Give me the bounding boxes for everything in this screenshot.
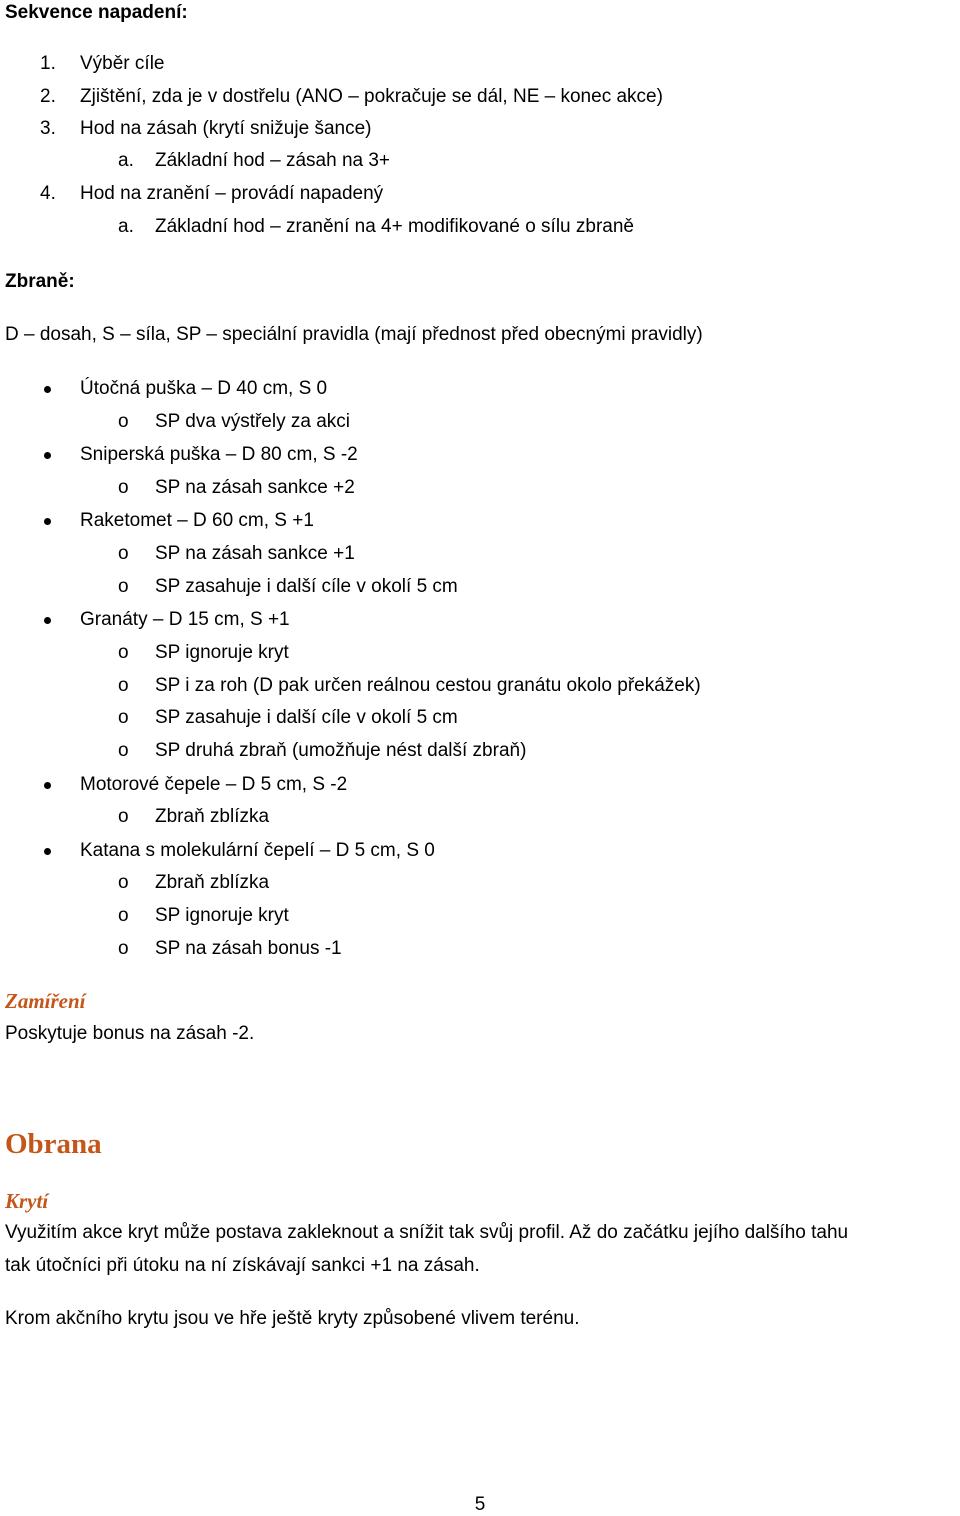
circle-bullet-icon: o — [118, 543, 129, 564]
rule-text: SP na zásah sankce +1 — [155, 543, 355, 564]
step-text: Výběr cíle — [80, 53, 165, 74]
rule-text: SP ignoruje kryt — [155, 642, 289, 663]
rule-text: SP dva výstřely za akci — [155, 411, 351, 432]
cover-text-line-1: Využitím akce kryt může postava zakleknout a snížit tak svůj profil. Až do začátku jejího dalšího tahu — [5, 1222, 849, 1243]
weapon-text: Motorové čepele – D 5 cm, S -2 — [80, 774, 348, 795]
rule-text: SP zasahuje i další cíle v okolí 5 cm — [155, 707, 458, 728]
circle-bullet-icon: o — [118, 576, 129, 597]
rule-text: Zbraň zblízka — [155, 806, 270, 827]
rule-text: SP na zásah bonus -1 — [155, 938, 342, 959]
circle-bullet-icon: o — [118, 938, 129, 959]
circle-bullet-icon: o — [118, 740, 129, 761]
bullet-icon — [44, 617, 51, 624]
substep-letter: a. — [118, 216, 134, 237]
aiming-heading: Zamíření — [5, 989, 86, 1013]
defense-heading: Obrana — [5, 1128, 102, 1160]
substep-letter: a. — [118, 150, 134, 171]
step-number: 3. — [40, 118, 56, 139]
rule-text: SP i za roh (D pak určen reálnou cestou granátu okolo překážek) — [155, 675, 701, 696]
aiming-text: Poskytuje bonus na zásah -2. — [5, 1023, 255, 1044]
circle-bullet-icon: o — [118, 477, 129, 498]
step-number: 2. — [40, 86, 56, 107]
weapon-text: Útočná puška – D 40 cm, S 0 — [80, 378, 328, 399]
weapon-text: Granáty – D 15 cm, S +1 — [80, 609, 290, 630]
weapon-text: Sniperská puška – D 80 cm, S -2 — [80, 444, 358, 465]
circle-bullet-icon: o — [118, 806, 129, 827]
circle-bullet-icon: o — [118, 905, 129, 926]
cover-heading: Krytí — [5, 1189, 49, 1213]
circle-bullet-icon: o — [118, 642, 129, 663]
sequence-heading: Sekvence napadení: — [5, 2, 188, 23]
circle-bullet-icon: o — [118, 411, 129, 432]
weapons-heading: Zbraně: — [5, 271, 75, 292]
step-number: 1. — [40, 53, 56, 74]
weapons-legend: D – dosah, S – síla, SP – speciální pravidla (mají přednost před obecnými pravidly) — [5, 324, 703, 345]
cover-text-line-2: tak útočníci při útoku na ní získávají sankci +1 na zásah. — [5, 1255, 480, 1276]
bullet-icon — [44, 782, 51, 789]
rule-text: SP ignoruje kryt — [155, 905, 289, 926]
terrain-cover-text: Krom akčního krytu jsou ve hře ještě kryty způsobené vlivem terénu. — [5, 1308, 580, 1329]
rule-text: SP zasahuje i další cíle v okolí 5 cm — [155, 576, 458, 597]
step-text: Hod na zásah (krytí snižuje šance) — [80, 118, 372, 139]
step-text: Zjištění, zda je v dostřelu (ANO – pokračuje se dál, NE – konec akce) — [80, 86, 663, 107]
substep-text: Základní hod – zranění na 4+ modifikované o sílu zbraně — [155, 216, 634, 237]
weapon-text: Katana s molekulární čepelí – D 5 cm, S 0 — [80, 840, 435, 861]
rule-text: SP druhá zbraň (umožňuje nést další zbraň) — [155, 740, 527, 761]
page-number: 5 — [474, 1494, 486, 1515]
circle-bullet-icon: o — [118, 707, 129, 728]
weapon-text: Raketomet – D 60 cm, S +1 — [80, 510, 314, 531]
step-text: Hod na zranění – provádí napadený — [80, 183, 384, 204]
rule-text: Zbraň zblízka — [155, 872, 270, 893]
circle-bullet-icon: o — [118, 872, 129, 893]
bullet-icon — [44, 518, 51, 525]
bullet-icon — [44, 386, 51, 393]
bullet-icon — [44, 452, 51, 459]
step-number: 4. — [40, 183, 56, 204]
bullet-icon — [44, 848, 51, 855]
circle-bullet-icon: o — [118, 675, 129, 696]
substep-text: Základní hod – zásah na 3+ — [155, 150, 391, 171]
rule-text: SP na zásah sankce +2 — [155, 477, 355, 498]
